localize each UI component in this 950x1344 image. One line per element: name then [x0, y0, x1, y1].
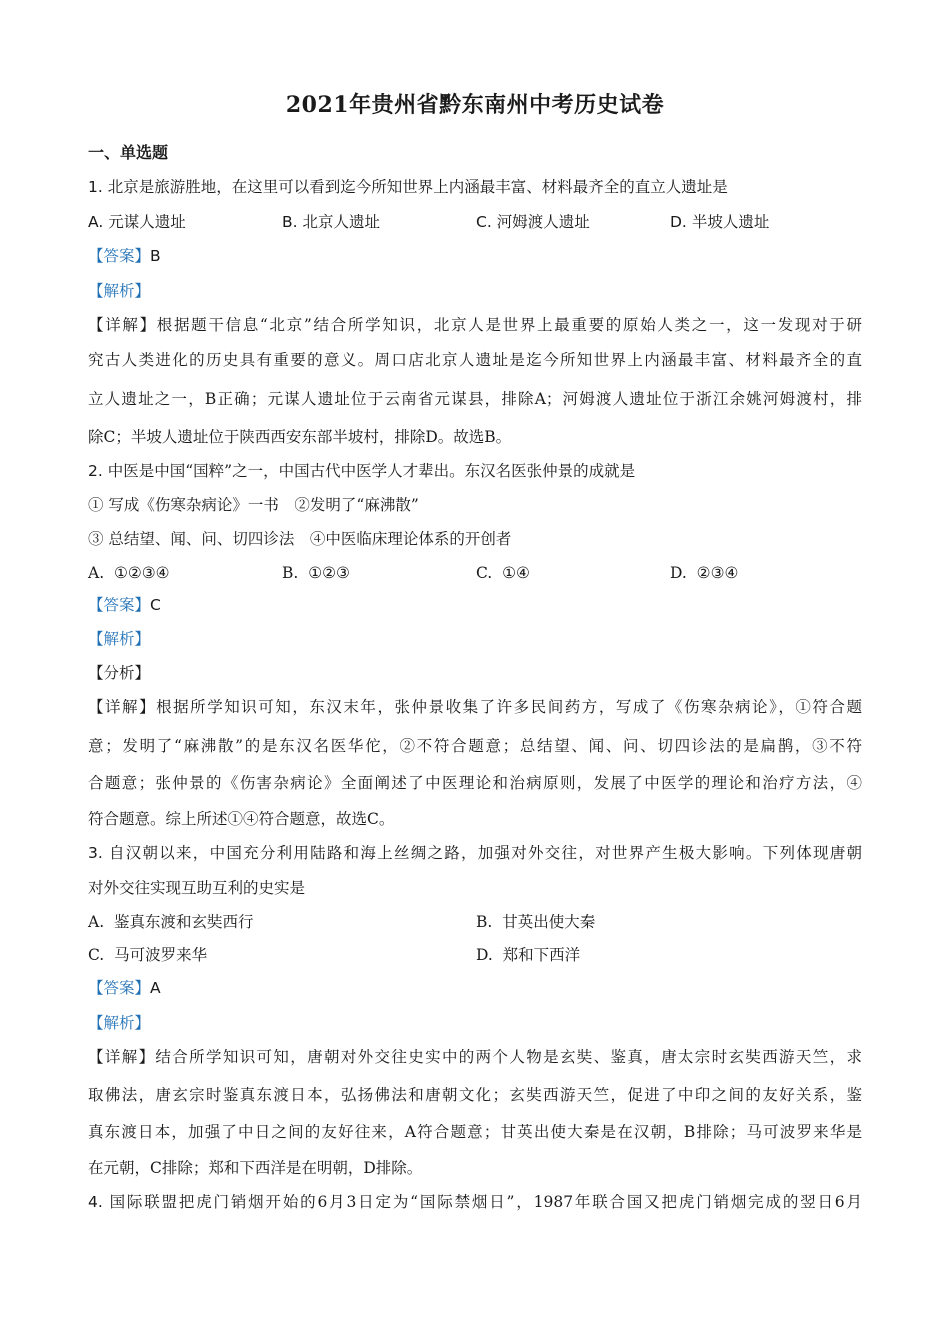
- q3-detail-line-2: 取佛法，唐玄宗时鉴真东渡日本，弘扬佛法和唐朝文化；玄奘西游天竺，促进了中印之间的友好关系，鉴: [88, 1086, 862, 1104]
- question-3-stem-line-1: [88, 843, 862, 863]
- section-heading: 一、单选题: [88, 143, 169, 162]
- q3-answer: [88, 978, 862, 998]
- q2-option-c: C. ①④: [476, 564, 530, 582]
- question-number: 1.: [88, 178, 103, 196]
- q3-option-c: C. 马可波罗来华: [88, 946, 208, 964]
- detail-label: 【详解】: [88, 316, 157, 334]
- question-4-stem: [88, 1192, 862, 1212]
- q3-detail-line-1: 【详解】结合所学知识可知，唐朝对外交往史实中的两个人物是玄奘、鉴真，唐太宗时玄奘西游天竺，求: [88, 1048, 862, 1066]
- q2-items-line-2: ③ 总结望、闻、问、切四诊法 ④中医临床理论体系的开创者: [88, 530, 512, 548]
- q3-option-d: D. 郑和下西洋: [476, 946, 581, 964]
- question-number: 3.: [88, 844, 103, 862]
- question-text: 自汉朝以来，中国充分利用陆路和海上丝绸之路，加强对外交往，对世界产生极大影响。下列体现唐朝: [109, 844, 862, 862]
- detail-label: 【详解】: [88, 698, 157, 716]
- question-2-stem: [88, 461, 862, 481]
- q2-answer: [88, 595, 862, 615]
- q1-analysis-label: 【解析】: [88, 282, 151, 300]
- question-text: 北京是旅游胜地，在这里可以看到迄今所知世界上内涵最丰富、材料最齐全的直立人遗址是: [107, 178, 728, 196]
- answer-value: C: [150, 596, 161, 614]
- q1-detail-line-4: 除C；半坡人遗址位于陕西西安东部半坡村，排除D。故选B。: [88, 428, 512, 446]
- question-text: 中医是中国“国粹”之一，中国古代中医学人才辈出。东汉名医张仲景的成就是: [107, 462, 636, 480]
- q1-option-b: B. 北京人遗址: [282, 213, 381, 231]
- answer-label: 【答案】: [88, 979, 151, 997]
- question-number: 4.: [88, 1193, 103, 1211]
- question-text: 国际联盟把虎门销烟开始的6月3日定为“国际禁烟日”，1987年联合国又把虎门销烟完成的翌日6月: [109, 1193, 862, 1211]
- answer-value: B: [150, 247, 161, 265]
- q2-analysis-label: 【解析】: [88, 630, 151, 648]
- q3-detail-line-3: 真东渡日本，加强了中日之间的友好往来，A符合题意；甘英出使大秦是在汉朝，B排除；马可波罗来华是: [88, 1123, 862, 1141]
- answer-label: 【答案】: [88, 596, 151, 614]
- q3-option-a: A. 鉴真东渡和玄奘西行: [88, 913, 254, 931]
- q2-option-b: B. ①②③: [282, 564, 350, 582]
- q3-option-b: B. 甘英出使大秦: [476, 913, 596, 931]
- q2-option-a: A. ①②③④: [88, 564, 170, 582]
- answer-label: 【答案】: [88, 247, 151, 265]
- q1-detail-line-1: 【详解】根据题干信息“北京”结合所学知识，北京人是世界上最重要的原始人类之一，这一发现对于研: [88, 316, 862, 334]
- q1-option-d: D. 半坡人遗址: [670, 213, 770, 231]
- q1-detail-line-2: 究古人类进化的历史具有重要的意义。周口店北京人遗址是迄今所知世界上内涵最丰富、材料最齐全的直: [88, 351, 862, 369]
- answer-value: A: [150, 979, 161, 997]
- page-title: 2021年贵州省黔东南州中考历史试卷: [285, 92, 665, 118]
- q2-detail-line-4: 符合题意。综上所述①④符合题意，故选C。: [88, 810, 395, 828]
- detail-label: 【详解】: [88, 1048, 156, 1066]
- q1-option-c: C. 河姆渡人遗址: [476, 213, 590, 231]
- q2-detail-line-2: 意；发明了“麻沸散”的是东汉名医华佗，②不符合题意；总结望、闻、问、切四诊法的是扁鹊，③不符: [88, 737, 862, 755]
- question-1-stem: [88, 177, 862, 197]
- q3-detail-line-4: 在元朝，C排除；郑和下西洋是在明朝，D排除。: [88, 1159, 423, 1177]
- q3-analysis-label: 【解析】: [88, 1014, 151, 1032]
- q2-fenxi-label: 【分析】: [88, 664, 151, 682]
- q2-detail-line-3: 合题意；张仲景的《伤害杂病论》全面阐述了中医理论和治病原则，发展了中医学的理论和治疗方法，④: [88, 774, 862, 792]
- q1-option-a: A. 元谋人遗址: [88, 213, 186, 231]
- q2-option-d: D. ②③④: [670, 564, 739, 582]
- question-3-stem-line-2: 对外交往实现互助互利的史实是: [88, 879, 306, 897]
- q2-items-line-1: ① 写成《伤寒杂病论》一书 ②发明了“麻沸散”: [88, 496, 419, 514]
- q1-detail-line-3: 立人遗址之一，B正确；元谋人遗址位于云南省元谋县，排除A；河姆渡人遗址位于浙江余姚河姆渡村，排: [88, 390, 862, 408]
- question-number: 2.: [88, 462, 103, 480]
- q1-answer: [88, 246, 862, 266]
- q2-detail-line-1: 【详解】根据所学知识可知，东汉末年，张仲景收集了许多民间药方，写成了《伤寒杂病论》，①符合题: [88, 698, 862, 716]
